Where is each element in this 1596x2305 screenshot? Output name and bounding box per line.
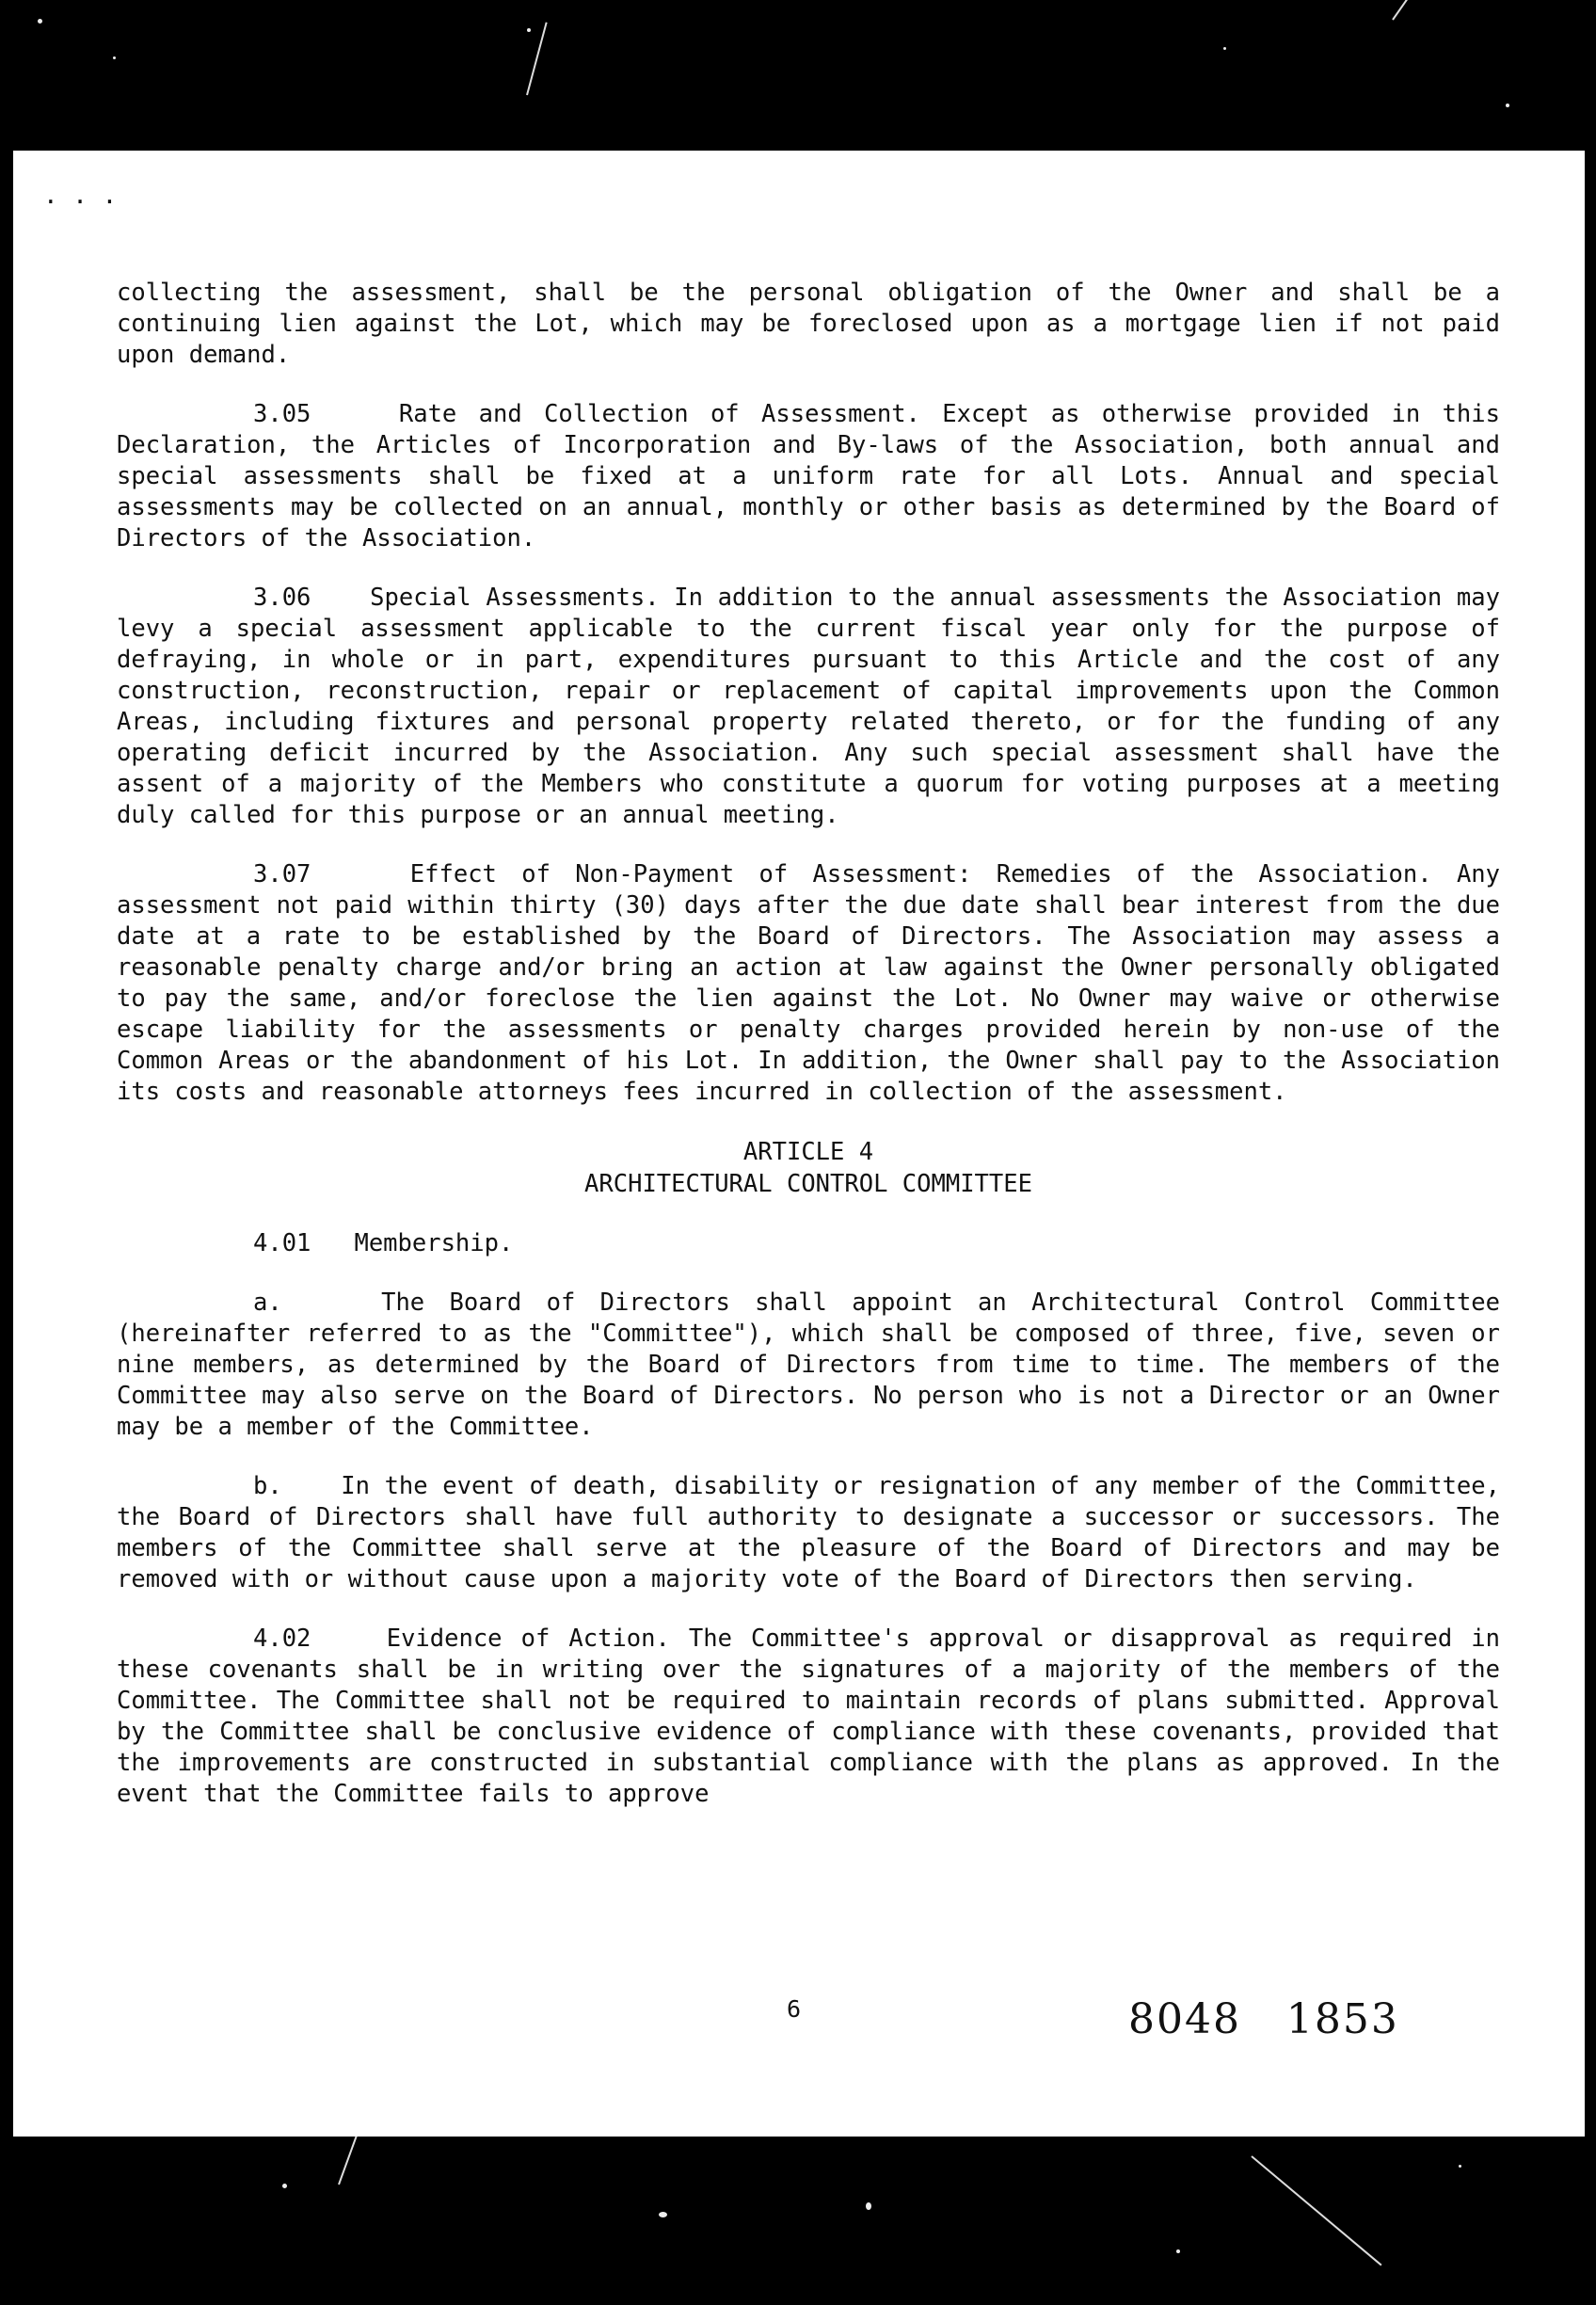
section-text: In the event of death, disability or resignation of any member of the Committee, the Board of Directors shall have full authority to designate a successor or successors. The members of the Committee shall serve at the pleasure of the Board of Directors and may be removed with or without cause upon a majority vote of the Board of Directors then serving. — [117, 1472, 1500, 1593]
scan-speck — [527, 28, 531, 32]
article-heading — [117, 1136, 1500, 1200]
scan-scratch — [526, 22, 548, 95]
scan-scratch — [1251, 2155, 1381, 2265]
scan-speck — [659, 2212, 667, 2217]
section-number: 3.05 — [253, 400, 311, 428]
section-3-05 — [117, 399, 1500, 554]
scan-speck — [113, 56, 116, 59]
scan-speck — [1459, 2165, 1461, 2168]
section-text: The Board of Directors shall appoint an Architectural Control Committee (hereinafter referred to as the "Committee"), which shall be composed of three, five, seven or nine members, as determined by the Board of Directors from time to time. The members of the Committee may also serve on the Board of Directors. No person who is not a Director or an Owner may be a member of the Committee. — [117, 1289, 1500, 1441]
page-number: 6 — [787, 1995, 802, 2023]
scan-speck — [1506, 104, 1509, 107]
scan-scratch — [1392, 0, 1469, 21]
section-number: 4.02 — [253, 1625, 311, 1653]
article-title: ARTICLE 4 — [742, 1138, 874, 1166]
scan-mark: · · · — [43, 188, 118, 216]
paragraph-continuation: collecting the assessment, shall be the personal obligation of the Owner and shall be a continuing lien against the Lot, which may be foreclosed upon as a mortgage lien if not paid upon demand. — [117, 279, 1500, 369]
scan-speck — [282, 2184, 287, 2188]
document-page — [13, 151, 1585, 2137]
section-number: 3.06 — [253, 584, 311, 612]
section-4-02 — [117, 1624, 1500, 1810]
section-3-07 — [117, 859, 1500, 1108]
section-3-06 — [117, 583, 1500, 831]
document-body — [117, 278, 1500, 1838]
section-text: Rate and Collection of Assessment. Except as otherwise provided in this Declaration, the Articles of Incorporation and By-laws of the Association, both annual and special assessments shall be fixed at a uniform rate for all Lots. Annual and special assessments may be collected on an annual, monthly or other basis as determined by the Board of Directors of the Association. — [117, 400, 1500, 552]
recording-stamp: 8048 1853 — [1128, 1995, 1399, 2043]
section-number: a. — [253, 1289, 282, 1317]
section-number: 3.07 — [253, 860, 311, 888]
scan-speck — [38, 19, 42, 24]
section-text: Evidence of Action. The Committee's approval or disapproval as required in these covenants shall be in writing over the signatures of a majority of the members of the Committee. The Committee shall not be required to maintain records of plans submitted. Approval by the Committee shall be conclusive evidence of compliance with these covenants, provided that the improvements are constructed in substantial compliance with the plans as approved. In the event that the Committee fails to approve — [117, 1625, 1500, 1808]
section-text: Special Assessments. In addition to the annual assessments the Association may levy a special assessment applicable to the current fiscal year only for the purpose of defraying, in whole or in part, expenditures pursuant to this Article and the cost of any construction, reconstruction, repair or replacement of capital improvements upon the Common Areas, including fixtures and personal property related thereto, or for the funding of any operating deficit incurred by the Association. Any such special assessment shall have the assent of a majority of the Members who constitute a quorum for voting purposes at a meeting duly called for this purpose or an annual meeting. — [117, 584, 1500, 829]
subsection-a — [117, 1288, 1500, 1443]
section-4-01-heading: 4.01 Membership. — [253, 1229, 514, 1257]
section-text: Effect of Non-Payment of Assessment: Remedies of the Association. Any assessment not paid within thirty (30) days after the due date shall bear interest from the due date at a rate to be established by the Board of Directors. The Association may assess a reasonable penalty charge and/or bring an action at law against the Owner personally obligated to pay the same, and/or foreclose the lien against the Lot. No Owner may waive or otherwise escape liability for the assessments or penalty charges provided herein by non-use of the Common Areas or the abandonment of his Lot. In addition, the Owner shall pay to the Association its costs and reasonable attorneys fees incurred in collection of the assessment. — [117, 860, 1500, 1106]
subsection-b — [117, 1471, 1500, 1595]
scan-speck — [1223, 47, 1226, 50]
scan-speck — [866, 2202, 871, 2210]
article-subtitle: ARCHITECTURAL CONTROL COMMITTEE — [584, 1170, 1032, 1198]
scan-speck — [1176, 2249, 1180, 2253]
section-number: b. — [253, 1472, 282, 1500]
